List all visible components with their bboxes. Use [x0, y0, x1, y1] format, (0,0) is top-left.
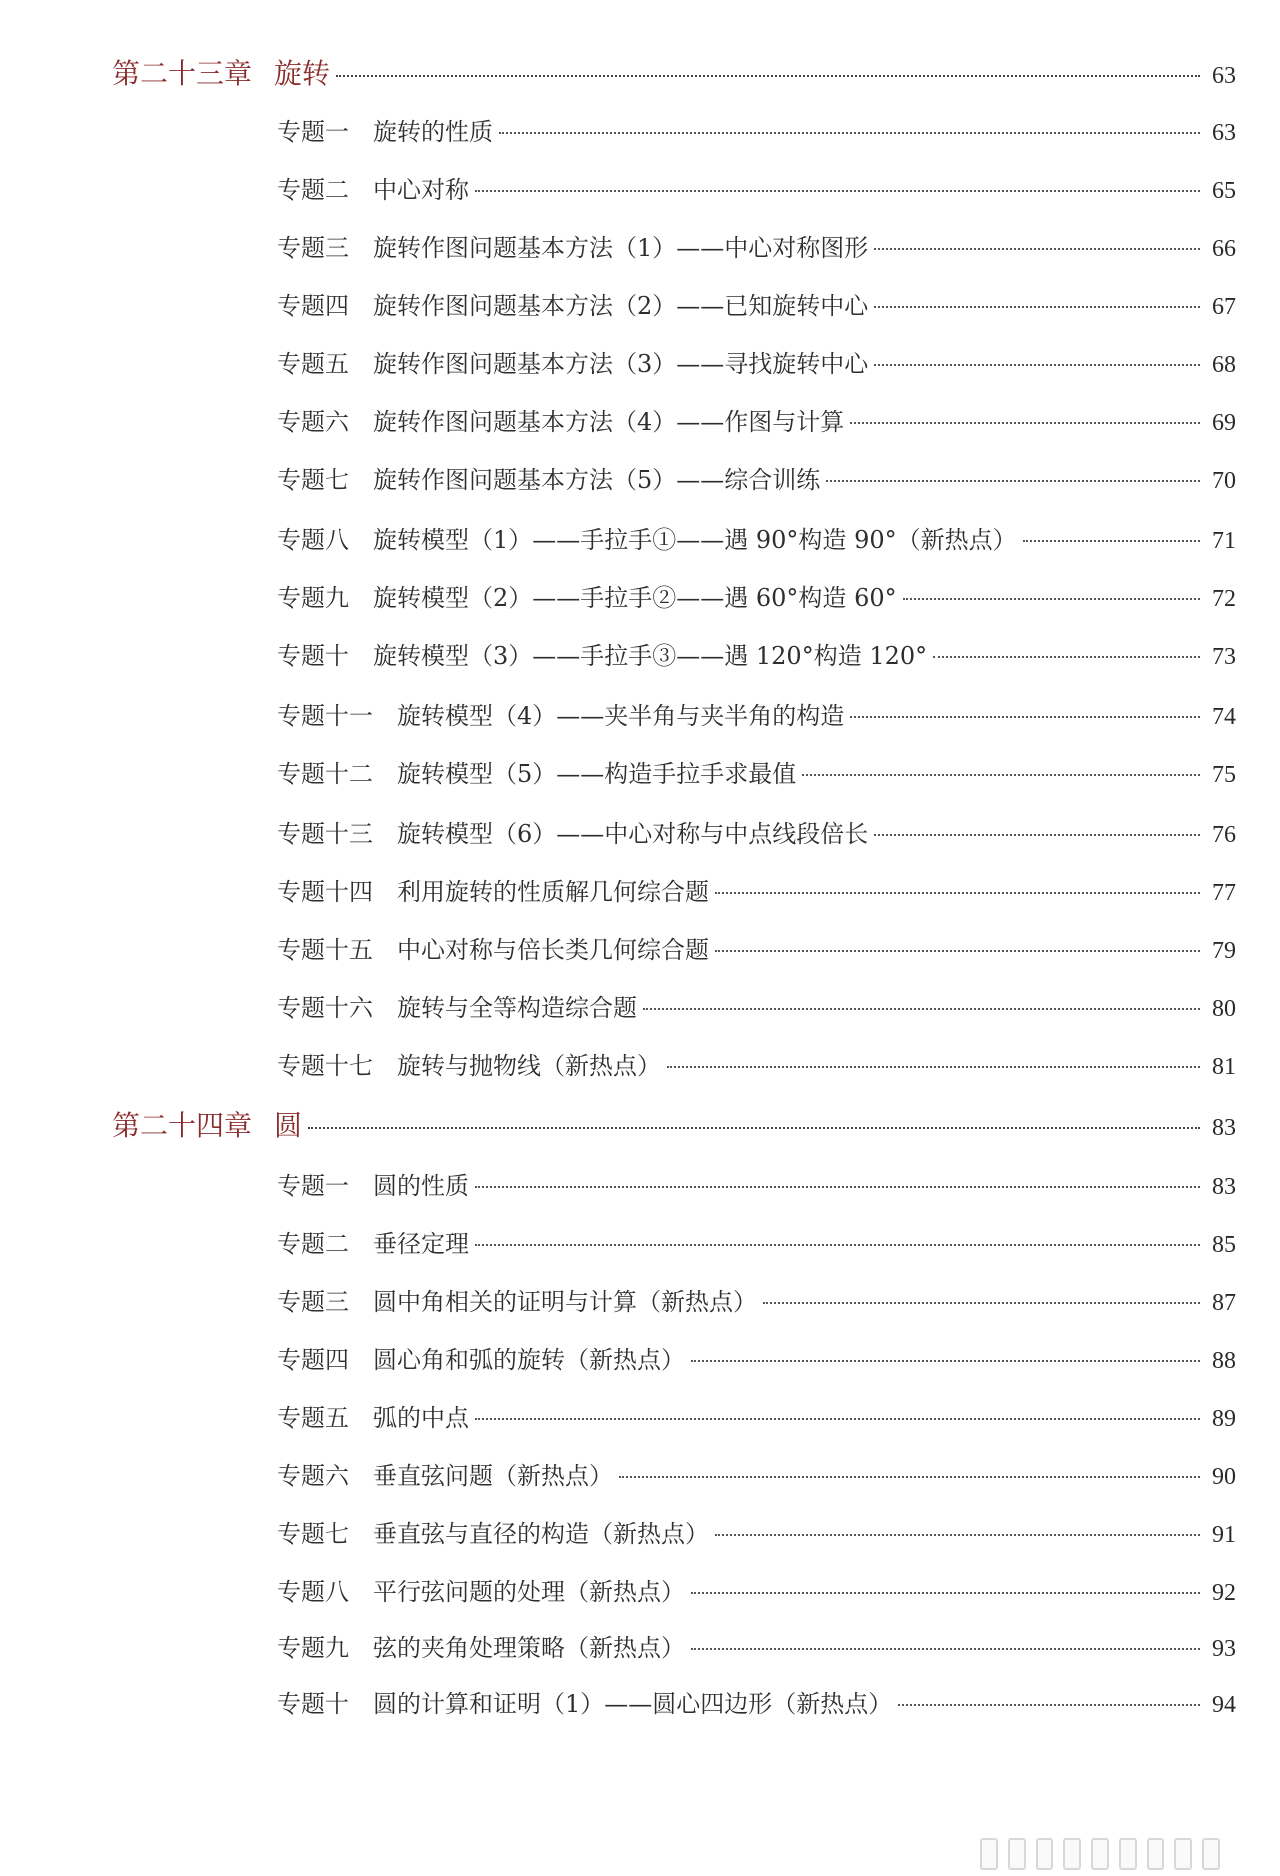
- page-number: 94: [1212, 1692, 1236, 1718]
- edge-mark: [1008, 1838, 1026, 1870]
- page-number: 73: [1212, 644, 1236, 670]
- topic-title: 旋转模型（3）——手拉手③——遇 120°构造 120°: [373, 642, 928, 670]
- page-number: 91: [1212, 1522, 1236, 1548]
- page-number: 63: [1212, 63, 1236, 89]
- topic-entry[interactable]: [277, 814, 1236, 849]
- page-number: 69: [1212, 410, 1236, 436]
- topic-title: 旋转作图问题基本方法（4）——作图与计算: [373, 408, 845, 436]
- dot-leader: [850, 715, 1200, 718]
- dot-leader: [691, 1591, 1200, 1594]
- dot-leader: [874, 247, 1200, 250]
- topic-number: 专题二: [277, 176, 349, 204]
- topic-number: 专题十: [277, 642, 349, 670]
- topic-entry[interactable]: [277, 1224, 1236, 1259]
- topic-entry[interactable]: [277, 578, 1236, 613]
- topic-title: 弦的夹角处理策略（新热点）: [373, 1634, 685, 1662]
- chapter-number: 第二十三章: [112, 57, 253, 90]
- page-number: 67: [1212, 294, 1236, 320]
- topic-entry[interactable]: [277, 696, 1236, 731]
- edge-mark: [1091, 1838, 1109, 1870]
- topic-title: 圆的计算和证明（1）——圆心四边形（新热点）: [373, 1690, 893, 1718]
- topic-entry[interactable]: [277, 520, 1236, 555]
- topic-entry[interactable]: [277, 1046, 1236, 1081]
- edge-mark: [1147, 1838, 1165, 1870]
- topic-number: 专题五: [277, 350, 349, 378]
- topic-title: 利用旋转的性质解几何综合题: [397, 878, 709, 906]
- page-number: 71: [1212, 528, 1236, 554]
- dot-leader: [691, 1647, 1200, 1650]
- dot-leader: [715, 891, 1200, 894]
- dot-leader: [1023, 539, 1200, 542]
- dot-leader: [715, 1533, 1200, 1536]
- dot-leader: [874, 363, 1200, 366]
- dot-leader: [850, 421, 1200, 424]
- page-number: 79: [1212, 938, 1236, 964]
- chapter-entry[interactable]: [112, 1104, 1236, 1144]
- page-number: 93: [1212, 1636, 1236, 1662]
- page-number: 77: [1212, 880, 1236, 906]
- edge-mark: [1174, 1838, 1192, 1870]
- dot-leader: [763, 1301, 1200, 1304]
- dot-leader: [643, 1007, 1200, 1010]
- topic-number: 专题十七: [277, 1052, 373, 1080]
- topic-entry[interactable]: [277, 402, 1236, 437]
- page-number: 70: [1212, 468, 1236, 494]
- topic-title: 垂直弦问题（新热点）: [373, 1462, 613, 1490]
- page-number: 66: [1212, 236, 1236, 262]
- edge-mark: [1063, 1838, 1081, 1870]
- topic-title: 弧的中点: [373, 1404, 469, 1432]
- topic-number: 专题十三: [277, 820, 373, 848]
- edge-mark: [1202, 1838, 1220, 1870]
- topic-entry[interactable]: [277, 170, 1236, 205]
- chapter-entry[interactable]: [112, 52, 1236, 92]
- topic-title: 旋转模型（1）——手拉手①——遇 90°构造 90°（新热点）: [373, 526, 1017, 554]
- topic-number: 专题十: [277, 1690, 349, 1718]
- dot-leader: [898, 1703, 1200, 1706]
- topic-number: 专题七: [277, 1520, 349, 1548]
- topic-entry[interactable]: [277, 636, 1236, 671]
- page-number: 83: [1212, 1115, 1236, 1141]
- topic-entry[interactable]: [277, 988, 1236, 1023]
- topic-title: 圆中角相关的证明与计算（新热点）: [373, 1288, 757, 1316]
- topic-number: 专题十五: [277, 936, 373, 964]
- topic-title: 垂直弦与直径的构造（新热点）: [373, 1520, 709, 1548]
- dot-leader: [619, 1475, 1200, 1478]
- topic-number: 专题八: [277, 526, 349, 554]
- dot-leader: [499, 131, 1200, 134]
- topic-number: 专题一: [277, 118, 349, 146]
- topic-entry[interactable]: [277, 1456, 1236, 1491]
- topic-entry[interactable]: [277, 1166, 1236, 1201]
- topic-number: 专题六: [277, 1462, 349, 1490]
- topic-number: 专题一: [277, 1172, 349, 1200]
- page-number: 88: [1212, 1348, 1236, 1374]
- topic-number: 专题三: [277, 1288, 349, 1316]
- chapter-number: 第二十四章: [112, 1109, 253, 1142]
- dot-leader: [874, 305, 1200, 308]
- topic-title: 中心对称: [373, 176, 469, 204]
- page-edge-marks: [980, 1838, 1220, 1868]
- dot-leader: [475, 1417, 1200, 1420]
- dot-leader: [667, 1065, 1200, 1068]
- page-number: 83: [1212, 1174, 1236, 1200]
- topic-number: 专题四: [277, 1346, 349, 1374]
- edge-mark: [1119, 1838, 1137, 1870]
- chapter-title: 圆: [274, 1109, 303, 1142]
- page-number: 81: [1212, 1054, 1236, 1080]
- topic-title: 垂径定理: [373, 1230, 469, 1258]
- page-number: 68: [1212, 352, 1236, 378]
- topic-title: 旋转与全等构造综合题: [397, 994, 637, 1022]
- topic-title: 旋转与抛物线（新热点）: [397, 1052, 661, 1080]
- chapter-title: 旋转: [274, 57, 331, 90]
- dot-leader: [826, 479, 1200, 482]
- topic-entry[interactable]: [277, 344, 1236, 379]
- topic-title: 圆心角和弧的旋转（新热点）: [373, 1346, 685, 1374]
- topic-entry[interactable]: [277, 1684, 1236, 1719]
- dot-leader: [475, 1243, 1200, 1246]
- topic-title: 旋转作图问题基本方法（3）——寻找旋转中心: [373, 350, 869, 378]
- topic-number: 专题十六: [277, 994, 373, 1022]
- topic-title: 旋转模型（2）——手拉手②——遇 60°构造 60°: [373, 584, 897, 612]
- topic-number: 专题四: [277, 292, 349, 320]
- topic-title: 旋转的性质: [373, 118, 493, 146]
- dot-leader: [691, 1359, 1200, 1362]
- topic-title: 圆的性质: [373, 1172, 469, 1200]
- dot-leader: [475, 1185, 1200, 1188]
- dot-leader: [308, 1126, 1200, 1129]
- topic-entry[interactable]: [277, 1514, 1236, 1549]
- edge-mark: [1036, 1838, 1054, 1870]
- topic-entry[interactable]: [277, 872, 1236, 907]
- topic-number: 专题五: [277, 1404, 349, 1432]
- topic-number: 专题三: [277, 234, 349, 262]
- page-number: 72: [1212, 586, 1236, 612]
- edge-mark: [980, 1838, 998, 1870]
- page-number: 90: [1212, 1464, 1236, 1490]
- topic-number: 专题十一: [277, 702, 373, 730]
- page-number: 89: [1212, 1406, 1236, 1432]
- topic-entry[interactable]: [277, 228, 1236, 263]
- page-number: 87: [1212, 1290, 1236, 1316]
- topic-entry[interactable]: [277, 1572, 1236, 1607]
- topic-entry[interactable]: [277, 930, 1236, 965]
- topic-number: 专题二: [277, 1230, 349, 1258]
- topic-entry[interactable]: [277, 1340, 1236, 1375]
- topic-entry[interactable]: [277, 1628, 1236, 1663]
- page-number: 76: [1212, 822, 1236, 848]
- topic-entry[interactable]: [277, 754, 1236, 789]
- page-number: 74: [1212, 704, 1236, 730]
- topic-number: 专题八: [277, 1578, 349, 1606]
- topic-entry[interactable]: [277, 1398, 1236, 1433]
- topic-number: 专题九: [277, 1634, 349, 1662]
- topic-title: 旋转模型（6）——中心对称与中点线段倍长: [397, 820, 869, 848]
- dot-leader: [802, 773, 1200, 776]
- topic-number: 专题七: [277, 466, 349, 494]
- page-number: 75: [1212, 762, 1236, 788]
- topic-entry[interactable]: [277, 1282, 1236, 1317]
- dot-leader: [903, 597, 1200, 600]
- topic-title: 旋转模型（5）——构造手拉手求最值: [397, 760, 797, 788]
- dot-leader: [475, 189, 1200, 192]
- topic-number: 专题十四: [277, 878, 373, 906]
- page-number: 65: [1212, 178, 1236, 204]
- topic-number: 专题九: [277, 584, 349, 612]
- topic-title: 中心对称与倍长类几何综合题: [397, 936, 709, 964]
- topic-number: 专题十二: [277, 760, 373, 788]
- topic-entry[interactable]: [277, 112, 1236, 147]
- dot-leader: [933, 655, 1200, 658]
- topic-title: 旋转作图问题基本方法（2）——已知旋转中心: [373, 292, 869, 320]
- dot-leader: [336, 74, 1200, 77]
- page-number: 85: [1212, 1232, 1236, 1258]
- topic-title: 旋转作图问题基本方法（5）——综合训练: [373, 466, 821, 494]
- page-number: 92: [1212, 1580, 1236, 1606]
- topic-title: 旋转作图问题基本方法（1）——中心对称图形: [373, 234, 869, 262]
- topic-entry[interactable]: [277, 460, 1236, 495]
- dot-leader: [715, 949, 1200, 952]
- topic-number: 专题六: [277, 408, 349, 436]
- page-number: 63: [1212, 120, 1236, 146]
- topic-entry[interactable]: [277, 286, 1236, 321]
- dot-leader: [874, 833, 1200, 836]
- page-number: 80: [1212, 996, 1236, 1022]
- topic-title: 平行弦问题的处理（新热点）: [373, 1578, 685, 1606]
- topic-title: 旋转模型（4）——夹半角与夹半角的构造: [397, 702, 845, 730]
